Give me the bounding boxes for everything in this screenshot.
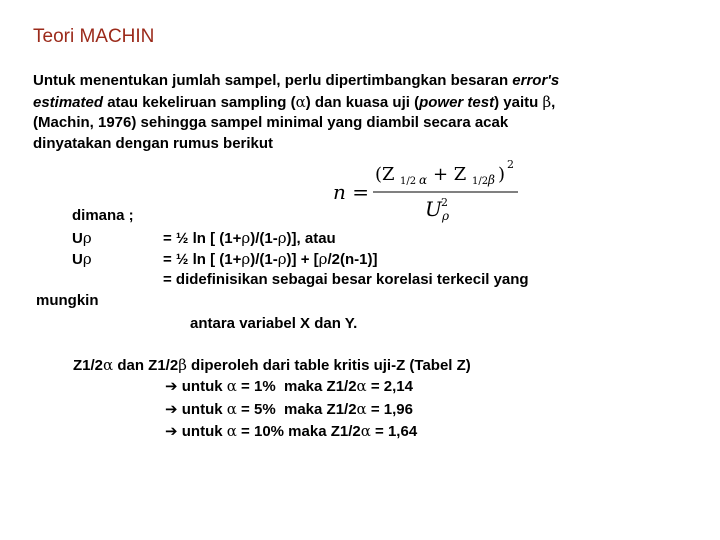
formula-lhs: n = xyxy=(333,180,369,204)
svg-text:): ) xyxy=(498,164,506,185)
z-item-2: ➔ untuk α = 5% maka Z1/2α = 1,96 xyxy=(165,400,413,418)
intro-line-3: (Machin, 1976) sehingga sampel minimal yang diambil secara acak xyxy=(33,114,509,131)
u-rho-definition-1: = ½ ln [ (1+ρ)/(1-ρ)], atau xyxy=(163,229,336,247)
z-item-3: ➔ untuk α = 10% maka Z1/2α = 1,64 xyxy=(165,422,418,440)
intro-line-2: estimated atau kekeliruan sampling (α) dan kuasa uji (power test) yaitu β, xyxy=(33,92,556,111)
svg-text:+ Z: + Z xyxy=(433,164,467,185)
intro-line-4: dinyatakan dengan rumus berikut xyxy=(33,134,274,152)
page-title: Teori MACHIN xyxy=(33,26,155,47)
u-rho-label-2: Uρ xyxy=(72,250,92,268)
mungkin-label: mungkin xyxy=(36,292,99,309)
svg-text:ρ: ρ xyxy=(442,209,450,223)
u-rho-label-1: Uρ xyxy=(72,229,92,247)
svg-text:U: U xyxy=(425,197,442,221)
sample-size-formula xyxy=(333,158,523,224)
formula-denominator xyxy=(425,196,449,223)
svg-text:1/2: 1/2 xyxy=(472,176,489,187)
arrow-right-icon: ➔ xyxy=(165,377,178,395)
formula-numerator xyxy=(375,158,514,187)
z-item-1: ➔ untuk α = 1% maka Z1/2α = 2,14 xyxy=(165,377,413,395)
z-section-heading: Z1/2α dan Z1/2β diperoleh dari table kritis uji-Z (Tabel Z) xyxy=(73,356,471,374)
arrow-right-icon: ➔ xyxy=(165,422,178,440)
u-rho-definition-2: = ½ ln [ (1+ρ)/(1-ρ)] + [ρ/2(n-1)] xyxy=(163,250,378,268)
definitions-heading: dimana ; xyxy=(72,207,134,224)
svg-text:2: 2 xyxy=(441,196,448,209)
rho-definition-line-1: = didefinisikan sebagai besar korelasi terkecil yang xyxy=(163,271,529,288)
rho-definition-line-2: antara variabel X dan Y. xyxy=(190,315,358,332)
svg-text:α: α xyxy=(419,173,428,187)
intro-paragraph xyxy=(33,71,685,154)
svg-text:(Z: (Z xyxy=(375,164,395,185)
svg-text:1/2: 1/2 xyxy=(400,176,417,187)
arrow-right-icon: ➔ xyxy=(165,400,178,418)
svg-text:2: 2 xyxy=(507,158,514,171)
svg-text:β: β xyxy=(488,173,495,187)
intro-line-1: Untuk menentukan jumlah sampel, perlu dipertimbangkan besaran error's xyxy=(33,72,560,89)
